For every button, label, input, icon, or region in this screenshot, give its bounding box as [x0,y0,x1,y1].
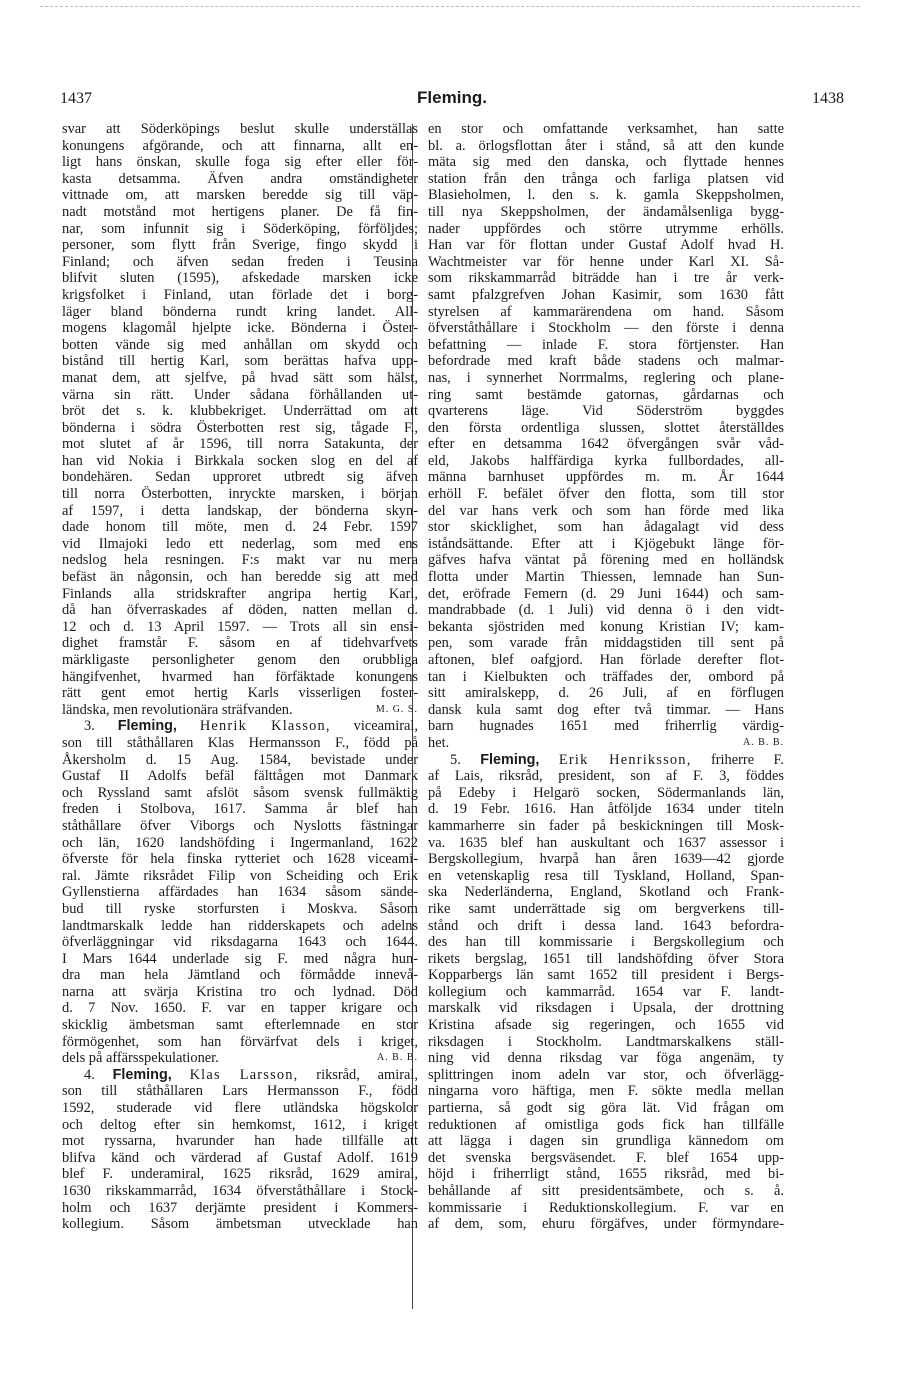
text-line: bondehären. Sedan upproret utbredt sig äfven [62,469,418,486]
text-fragment: dels på affärsspekulationer. [62,1050,219,1067]
text-line: läger bland bönderna rundt kring landet. All- [62,303,418,320]
text-line: att lägga i dagen sin grundliga kännedom om [428,1133,784,1150]
text-line: stånd och drift i dessa land. 1643 befordra- [428,917,784,934]
text-line: svar att Söderköpings beslut skulle underställas [62,121,418,137]
text-line: öfverste för hela finska rytteriet och 1628 viceami- [62,851,418,868]
text-line: splittringen inom adeln var stor, och öfverlägg- [428,1066,784,1083]
text-line: tan i Kielbukten och träffades der, ombord på [428,668,784,685]
text-line: holm och 1637 derjämte president i Kommers- [62,1199,418,1216]
text-line: son till ståthållaren Lars Hermansson F., född [62,1083,418,1100]
text-line: botten vände sig med anhållan om skydd och [62,336,418,353]
text-line: af Lais, riksråd, president, son af F. 3, föddes [428,768,784,785]
entry-heading-line [428,752,784,769]
running-head-title: Fleming. [417,88,487,107]
text-line: Kopparbergs län samt 1652 till president i Bergs- [428,967,784,984]
text-line: bl. a. örlogsflottan åter i stånd, så att den kunde [428,137,784,154]
entry-headword: Fleming, [480,751,540,768]
text-line: männa barnhuset uppfördes m. m. År 1644 [428,469,784,486]
text-line: blifva känd och värderad af Gustaf Adolf. 1619 [62,1149,418,1166]
text-line: dade honom till möte, men d. 24 Febr. 1597 [62,519,418,536]
text-line: partierna, så godt sig göra lät. Vid frågan om [428,1100,784,1117]
text-line: som rikskammarråd biträdde han i tre år verk- [428,270,784,287]
text-line: han vid Nokia i Birkkala socken slog en del af [62,452,418,469]
text-line: rikets bergslag, 1651 till landshöfding öfver Stora [428,950,784,967]
text-line: I Mars 1644 underlade sig F. med några hun- [62,950,418,967]
text-line: rike samt underrättade sig om bergverkens till- [428,900,784,917]
entry-heading-line [62,1067,418,1084]
text-line: det svenska bergsväsendet. F. blef 1654 upp- [428,1149,784,1166]
text-line: nedslog hela resningen. F:s makt var nu mera [62,552,418,569]
text-line: aftonen, blef oafgjord. Han förlade derefter flot- [428,652,784,668]
text-line: 1630 rikskammarråd, 1634 öfverståthållare i Stock- [62,1183,418,1199]
text-line: blifvit sluten (1595), afskedade marsken icke [62,270,418,287]
entry-end-line [428,735,784,752]
text-line: barn hugnades 1651 med friherrlig värdig- [428,718,784,735]
text-line: samt pfalzgrefven Johan Kasimir, som 1630 fått [428,286,784,303]
text-line: och Ryssland samt afslöt såsom svensk fullmäktig [62,784,418,801]
entry-number: 4. [84,1066,95,1083]
text-line: riksdagen i Stockholm. Landtmarskalkens ställ- [428,1033,784,1050]
text-line: värna sin rätt. Under sådana förhållanden ut- [62,386,418,403]
text-line: flotta under Martin Thiessen, lemnade han Sun- [428,569,784,586]
text-line: då han öfverraskades af döden, natten mellan d. [62,602,418,619]
left-page-number: 1437 [60,90,92,107]
text-line: på Edeby i Helgarö socken, Södermanlands län, [428,784,784,801]
text-line: Åkersholm d. 15 Aug. 1584, bevistade under [62,751,418,768]
text-line: Wachtmeister var för henne under Karl XI. Så- [428,253,784,270]
text-line: en vetenskaplig resa till Tyskland, Holland, Span- [428,867,784,884]
text-line: behållande af sitt presidentsämbete, och s. å. [428,1183,784,1199]
author-signature: A. B. B. [742,736,784,748]
text-line: mäta sig med den danska, och flyttade hennes [428,154,784,171]
text-line: styrelsen af kammarärendena om hand. Såsom [428,303,784,320]
text-line: nader uppfördes och större utrymme erhölls. [428,220,784,237]
entry-person-name: Klas Larsson, [189,1066,299,1083]
entry-end-line [62,702,418,719]
text-line: gäfves hafva väntat på förening med en holländsk [428,552,784,569]
text-line: mandrabbade (d. 1 Juli) vid denna ö i den vidt- [428,602,784,619]
entry-title: viceamiral, [353,718,418,735]
text-line: bistånd till hertig Karl, som berättas hafva upp- [62,353,418,370]
text-line: freden i Stolbova, 1617. Samma år blef han [62,801,418,818]
text-line: kasta detsamma. Äfven andra omständigheter [62,170,418,187]
entry-number: 3. [84,718,95,735]
entry-number: 5. [450,751,461,768]
text-line: 12 och d. 13 April 1597. — Trots all sin ensi- [62,618,418,635]
text-fragment: ländska, men revolutionära sträfvanden. [62,701,293,718]
text-line: d. 19 Febr. 1616. Han åtföljde 1634 under titeln [428,801,784,818]
author-signature: A. B. B. [376,1052,418,1064]
text-line: des han till kommissarie i Bergskollegium och [428,934,784,951]
author-signature: M. G. S. [375,703,418,715]
text-line: va. 1635 blef han auskultant och 1637 assessor i [428,834,784,851]
text-line: rätt gent emot hertig Karls visserligen foster- [62,685,418,702]
text-line: bekanta sjöstriden med konung Kristian IV; kam- [428,618,784,635]
entry-headword: Fleming, [112,1066,172,1083]
entry-end-line [62,1050,418,1067]
text-line: 1592, studerade vid flere utländska högskolor [62,1100,418,1117]
text-line: narna att svärja Kristina tro och lydnad. Död [62,983,418,1000]
text-line: blef F. underamiral, 1625 riksråd, 1629 amiral, [62,1166,418,1183]
text-line: ska Nederländerna, England, Skotland och Frank- [428,884,784,901]
text-line: Kristina afsade sig regeringen, och 1655 vid [428,1017,784,1034]
text-line: Han var för flottan under Gustaf Adolf hvad H. [428,237,784,254]
text-line [428,1249,784,1266]
text-line: kollegium. Såsom ämbetsman utvecklade han [62,1216,418,1233]
text-line: nar, som infunnit sig i Söderköping, förföljdes; [62,220,418,237]
text-line: till nya Skeppsholmen, der ändamålsenliga bygg- [428,203,784,220]
text-line: kollegium och kammarråd. 1654 var F. landt- [428,983,784,1000]
text-line: och län, 1620 landshöfding i Ingermanland, 1622 [62,834,418,851]
text-line: mot slutet af år 1596, till norra Satakunta, der [62,436,418,453]
entry-title: friherre F. [710,751,784,768]
text-fragment: het. [428,734,450,751]
text-line: skicklig ämbetsman samt efterlemnade en stor [62,1017,418,1034]
text-line: krigsfolket i Finland, utan förlade det i borg- [62,286,418,303]
text-line: personer, som flytt från Sverige, fingo skydd i [62,237,418,254]
text-line: manat dem, att sjelfve, på hvad sätt som hälst, [62,369,418,386]
text-line: konungens afgörande, och att finnarna, allt en- [62,137,418,154]
text-line: landtmarskalk ledde han ridderskapets och adelns [62,917,418,934]
entry-title: riksråd, amiral, [316,1066,418,1083]
text-line: dra man hela Jämtland och förmådde innevå- [62,967,418,984]
text-line: en stor och omfattande verksamhet, han satte [428,121,784,137]
text-line: ståthållare öfver Viborgs och Nyslotts fästningar [62,817,418,834]
text-line: märkligaste personligheter genom den orubbliga [62,652,418,668]
text-line: Gustaf II Adolfs befäl fälttågen mot Danmark [62,768,418,785]
text-line: Finland; och äfven sedan freden i Teusina [62,253,418,270]
text-line: hängifvenhet, hvarmed han förfäktade konungens [62,668,418,685]
text-line: eld, Jakobs halffärdiga kyrka fullbordades, all- [428,452,784,469]
text-line: Finlands alla stridskrafter angripa hertig Karl, [62,585,418,602]
scan-edge-rule [40,6,860,7]
text-line: nadt motstånd mot hertigens planer. De få fin- [62,203,418,220]
text-line: vid Ilmajoki ledo ett nederlag, som med ens [62,535,418,552]
text-line: ligt hans önskan, skulle foga sig efter eller för- [62,154,418,171]
text-line: öfverläggningar vid riksdagarna 1643 och 1644. [62,934,418,951]
text-line: befattning — inlade F. stora förtjenster. Han [428,336,784,353]
text-line: iståndsättande. Efter att i Kjögebukt länge för- [428,535,784,552]
text-line: höjd i friherrligt stånd, 1655 riksråd, med bi- [428,1166,784,1183]
text-line: bönderna i södra Österbotten rest sig, tågade F., [62,419,418,436]
text-line: marskalk vid riksdagen i Upsala, der drottning [428,1000,784,1017]
text-line: dighet framstår F. såsom en af tidehvarfvets [62,635,418,652]
right-page-number: 1438 [812,90,844,107]
text-line: ring samt bestämde gatornas, gårdarnas och [428,386,784,403]
text-line: det, eröfrade Femern (d. 29 Juni 1644) och sam- [428,585,784,602]
text-line: kommissarie i Reduktionskollegium. F. var en [428,1199,784,1216]
text-line: ral. Jämte riksrådet Filip von Scheiding och Erik [62,867,418,884]
text-line: mot ryssarna, hvarunder han hade tillfälle att [62,1133,418,1150]
text-line: öfverståthållare i Stockholm — den förste i denna [428,320,784,337]
text-line: ning vid denna riksdag var föga angenäm, ty [428,1050,784,1067]
text-line: förmögenhet, som han förvärfvat dels i kriget, [62,1033,418,1050]
text-line: nas, i synnerhet Norrmalms, reglering och plane- [428,369,784,386]
entry-person-name: Erik Henriksson, [558,751,692,768]
text-line: Gyllenstierna affärdades han 1634 såsom sände- [62,884,418,901]
text-line: station från den trånga och farliga platsen vid [428,170,784,187]
text-line: den första ordentliga slussen, slottet återställdes [428,419,784,436]
text-line: befäst än någonsin, och han beredde sig att med [62,569,418,586]
text-line: son till ståthållaren Klas Hermansson F., född på [62,734,418,751]
text-line: del var hans verk och som han förde med lika [428,502,784,519]
text-line: Blasieholmen, l. den s. k. gamla Skeppsholmen, [428,187,784,204]
text-line: bud till ryske storfursten i Moskva. Såsom [62,900,418,917]
text-line: af dem, som, ehuru förgäfves, under förmyndare- [428,1216,784,1233]
text-line: stor skicklighet, som han ådagalagt vid dess [428,519,784,536]
text-line: pen, som varade från middagstiden till sent på [428,635,784,652]
text-line: erhöll F. befälet öfver den flotta, som till stor [428,486,784,503]
text-line: reduktionen af omistliga gods fick han tillfälle [428,1116,784,1133]
text-line: af 1597, i detta landskap, der bönderna skyn- [62,502,418,519]
right-column [428,121,784,1266]
text-line [428,1233,784,1250]
text-line: dansk kula samt dog efter två timmar. — Hans [428,701,784,718]
text-line: bröt det s. k. klubbekriget. Underrättad om att [62,403,418,420]
text-line: befordrade med kraft både stadens och malmar- [428,353,784,370]
text-line: vittnade om, att marsken beredde sig till väp- [62,187,418,204]
text-line: efter en detsamma 1642 öfvergången svår våd- [428,436,784,453]
left-column [62,121,418,1233]
text-line: sitt amiralskepp, d. 26 Juli, af en förflugen [428,685,784,702]
text-line: Bergskollegium, hvarpå han åren 1639—42 gjorde [428,851,784,868]
text-line: d. 7 Nov. 1650. F. var en tapper krigare och [62,1000,418,1017]
text-line: kammarherre sin fader på beskickningen till Mosk- [428,817,784,834]
text-line: och deltog efter sin hemkomst, 1612, i kriget [62,1116,418,1133]
text-line: mogens klagomål hjelpte icke. Bönderna i Öster- [62,320,418,337]
entry-person-name: Henrik Klasson, [199,718,331,735]
text-line: ningarna voro häftiga, men F. sökte medla mellan [428,1083,784,1100]
text-line: till norra Österbotten, inryckte marsken, i början [62,486,418,503]
entry-heading-line [62,718,418,735]
entry-headword: Fleming, [117,718,177,735]
text-line: qvarterens läge. Vid Söderström byggdes [428,403,784,420]
